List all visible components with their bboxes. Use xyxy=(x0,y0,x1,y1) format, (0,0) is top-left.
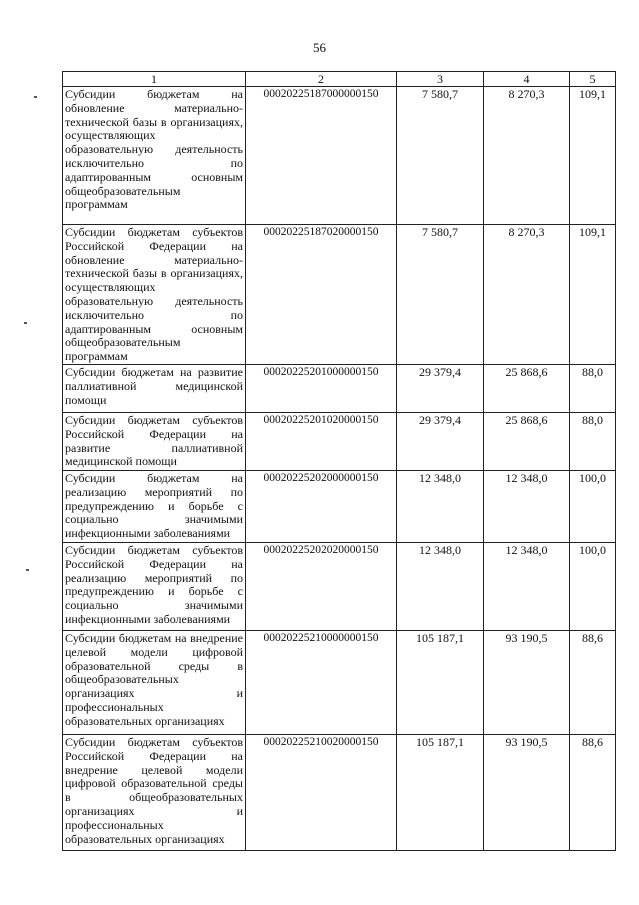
row-code: 00020225187000000150 xyxy=(246,87,397,225)
row-col5: 88,6 xyxy=(570,630,616,734)
row-name: Субсидии бюджетам субъектов Российской Федерации на реализацию мероприятий по предупреждению и борьбе с социально значимыми инфекционными заболеваниями xyxy=(63,542,246,630)
row-name: Субсидии бюджетам субъектов Российской Федерации на внедрение целевой модели цифровой образовательной среды в общеобразовательных организациях и профессиональных образовательных организациях xyxy=(63,734,246,850)
scan-mark xyxy=(34,96,37,98)
table-row xyxy=(63,470,616,542)
row-code: 00020225210000000150 xyxy=(246,630,397,734)
row-col5: 109,1 xyxy=(570,87,616,225)
row-name: Субсидии бюджетам на обновление материально-технической базы в организациях, осуществляющих образовательную деятельность исключительно по адаптированным основным общеобразовательным программам xyxy=(63,87,246,225)
table-row xyxy=(63,630,616,734)
row-col3: 105 187,1 xyxy=(397,734,484,850)
row-col4: 8 270,3 xyxy=(484,87,570,225)
row-code: 00020225187020000150 xyxy=(246,225,397,365)
row-col3: 105 187,1 xyxy=(397,630,484,734)
row-name: Субсидии бюджетам субъектов Российской Федерации на обновление материально-технической базы в организациях, осуществляющих образовательную деятельность исключительно по адаптированным основным общеобразовательным программам xyxy=(63,225,246,365)
column-header: 3 xyxy=(397,72,484,87)
row-name: Субсидии бюджетам на реализацию мероприятий по предупреждению и борьбе с социально значимыми инфекционными заболеваниями xyxy=(63,470,246,542)
row-col4: 12 348,0 xyxy=(484,470,570,542)
row-col5: 88,0 xyxy=(570,364,616,412)
row-name: Субсидии бюджетам субъектов Российской Федерации на развитие паллиативной медицинской помощи xyxy=(63,412,246,470)
table-row xyxy=(63,542,616,630)
row-col4: 93 190,5 xyxy=(484,630,570,734)
column-header: 2 xyxy=(246,72,397,87)
row-col3: 29 379,4 xyxy=(397,364,484,412)
row-col3: 12 348,0 xyxy=(397,470,484,542)
row-col5: 100,0 xyxy=(570,542,616,630)
scan-mark xyxy=(24,322,27,324)
page-number: 56 xyxy=(313,40,326,55)
row-col4: 25 868,6 xyxy=(484,412,570,470)
row-col5: 88,6 xyxy=(570,734,616,850)
row-name: Субсидии бюджетам на развитие паллиативной медицинской помощи xyxy=(63,364,246,412)
table-row xyxy=(63,734,616,850)
row-code: 00020225202000000150 xyxy=(246,470,397,542)
row-col4: 93 190,5 xyxy=(484,734,570,850)
row-code: 00020225201000000150 xyxy=(246,364,397,412)
row-col5: 100,0 xyxy=(570,470,616,542)
table-row xyxy=(63,364,616,412)
row-col3: 29 379,4 xyxy=(397,412,484,470)
row-code: 00020225202020000150 xyxy=(246,542,397,630)
row-col5: 109,1 xyxy=(570,225,616,365)
column-header: 1 xyxy=(63,72,246,87)
row-col3: 12 348,0 xyxy=(397,542,484,630)
row-name: Субсидии бюджетам на внедрение целевой модели цифровой образовательной среды в общеобразовательных организациях и профессиональных образовательных организациях xyxy=(63,630,246,734)
scan-mark xyxy=(26,569,29,571)
row-col5: 88,0 xyxy=(570,412,616,470)
row-col3: 7 580,7 xyxy=(397,87,484,225)
column-header: 4 xyxy=(484,72,570,87)
row-code: 00020225201020000150 xyxy=(246,412,397,470)
row-col4: 12 348,0 xyxy=(484,542,570,630)
table-row xyxy=(63,87,616,225)
header-row xyxy=(63,72,616,87)
budget-table xyxy=(62,71,616,851)
row-col4: 25 868,6 xyxy=(484,364,570,412)
row-col3: 7 580,7 xyxy=(397,225,484,365)
column-header: 5 xyxy=(570,72,616,87)
table-row xyxy=(63,225,616,365)
table-row xyxy=(63,412,616,470)
row-col4: 8 270,3 xyxy=(484,225,570,365)
row-code: 00020225210020000150 xyxy=(246,734,397,850)
